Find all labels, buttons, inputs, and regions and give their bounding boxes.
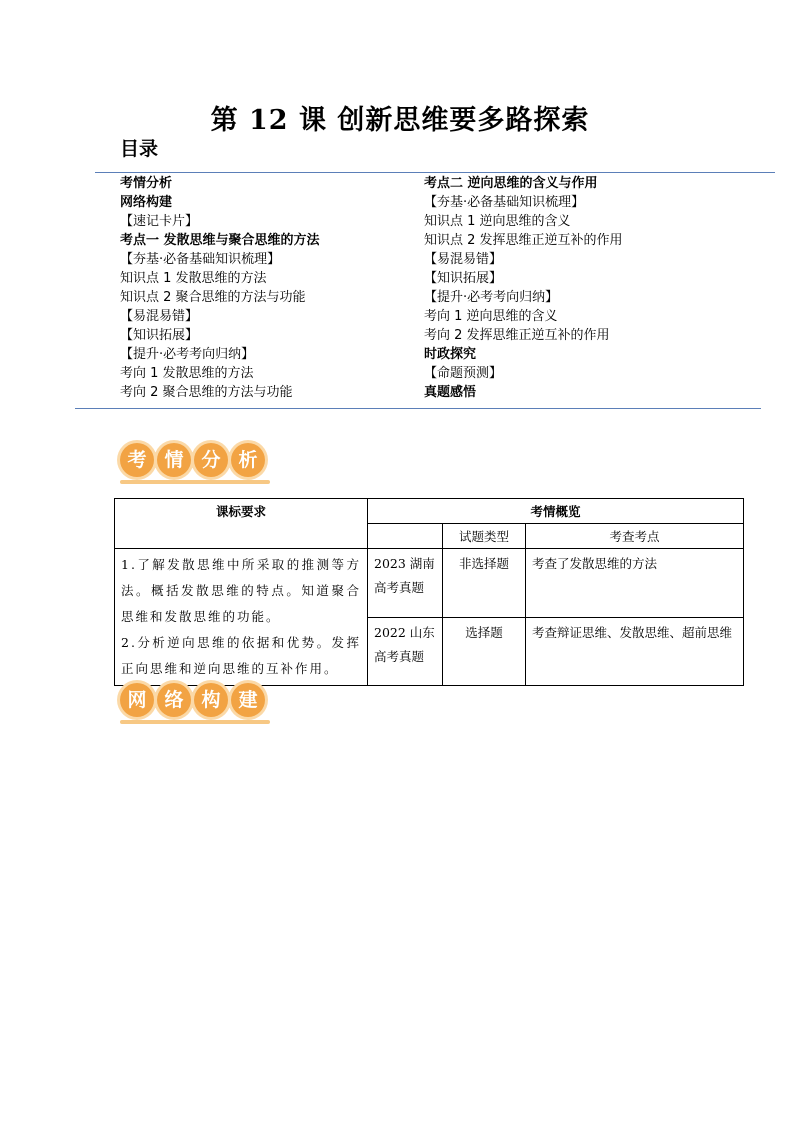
subheader-exam-point: 考查考点 (526, 524, 744, 549)
toc-item[interactable]: 【提升·必考考向归纳】 (120, 347, 255, 362)
requirements-cell (115, 549, 368, 686)
requirement-item: 1.了解发散思维中所采取的推测等方法。概括发散思维的特点。知道聚合思维和发散思维的功能。 (121, 557, 361, 624)
toc-item[interactable]: 时政探究 (424, 347, 477, 362)
toc-right-column (424, 174, 623, 402)
toc-item[interactable]: 【命题预测】 (424, 366, 503, 381)
toc-item[interactable]: 【知识拓展】 (424, 271, 503, 286)
requirement-item: 2.分析逆向思维的依据和优势。发挥正向思维和逆向思维的互补作用。 (121, 635, 361, 676)
exam-analysis-table (114, 498, 744, 686)
badge-underline (120, 720, 270, 724)
toc-bottom-divider (75, 408, 761, 409)
table-row (115, 549, 744, 618)
page-title: 第 12 课 创新思维要多路探索 (210, 105, 590, 136)
toc-heading: 目录 (120, 138, 159, 160)
badge-character: 网 (120, 683, 154, 717)
toc-item[interactable]: 考点一 发散思维与聚合思维的方法 (120, 233, 320, 248)
badge-character: 分 (194, 443, 228, 477)
point-cell: 考查了发散思维的方法 (526, 549, 744, 618)
toc-top-divider (95, 172, 775, 173)
badge-character: 析 (231, 443, 265, 477)
type-cell: 非选择题 (443, 549, 526, 618)
toc-item[interactable]: 考向 2 发挥思维正逆互补的作用 (424, 328, 610, 343)
toc-item[interactable]: 考情分析 (120, 176, 173, 191)
toc-item[interactable]: 考点二 逆向思维的含义与作用 (424, 176, 598, 191)
toc-item[interactable]: 考向 1 发散思维的方法 (120, 366, 254, 381)
empty-subheader-cell (368, 524, 443, 549)
badge-character: 构 (194, 683, 228, 717)
header-requirements: 课标要求 (115, 499, 368, 549)
header-overview: 考情概览 (368, 499, 744, 524)
badge-character: 络 (157, 683, 191, 717)
point-cell: 考查辩证思维、发散思维、超前思维 (526, 617, 744, 686)
badge-underline (120, 480, 270, 484)
section-badge-network (120, 680, 268, 724)
type-cell: 选择题 (443, 617, 526, 686)
toc-item[interactable]: 【夯基·必备基础知识梳理】 (424, 195, 585, 210)
toc-item[interactable]: 网络构建 (120, 195, 173, 210)
badge-character: 建 (231, 683, 265, 717)
toc-left-column (120, 174, 320, 402)
toc-item[interactable]: 【知识拓展】 (120, 328, 199, 343)
toc-item[interactable]: 【夯基·必备基础知识梳理】 (120, 252, 281, 267)
source-cell: 2023 湖南高考真题 (368, 549, 443, 618)
toc-item[interactable]: 知识点 1 逆向思维的含义 (424, 214, 571, 229)
badge-character: 考 (120, 443, 154, 477)
badge-character: 情 (157, 443, 191, 477)
toc-item[interactable]: 知识点 2 发挥思维正逆互补的作用 (424, 233, 623, 248)
toc-item[interactable]: 知识点 1 发散思维的方法 (120, 271, 267, 286)
toc-item[interactable]: 【速记卡片】 (120, 214, 199, 229)
toc-item[interactable]: 【易混易错】 (424, 252, 503, 267)
toc-item[interactable]: 考向 2 聚合思维的方法与功能 (120, 385, 293, 400)
toc-item[interactable]: 知识点 2 聚合思维的方法与功能 (120, 290, 306, 305)
source-cell: 2022 山东高考真题 (368, 617, 443, 686)
section-badge-analysis (120, 440, 268, 484)
toc-item[interactable]: 真题感悟 (424, 385, 477, 400)
subheader-question-type: 试题类型 (443, 524, 526, 549)
toc-item[interactable]: 考向 1 逆向思维的含义 (424, 309, 558, 324)
toc-item[interactable]: 【易混易错】 (120, 309, 199, 324)
toc-item[interactable]: 【提升·必考考向归纳】 (424, 290, 559, 305)
